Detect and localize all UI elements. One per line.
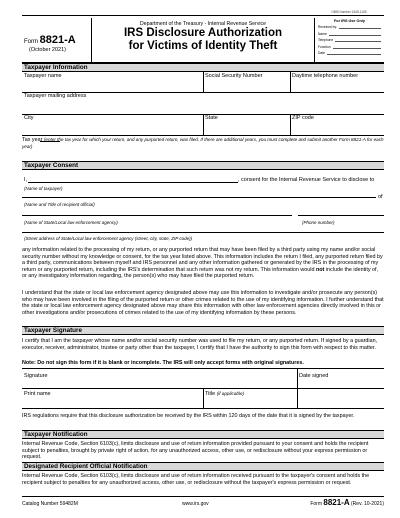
catalog-number: Catalog Number 59482M: [22, 501, 78, 507]
form-title-box: [92, 18, 314, 62]
ssn-field[interactable]: Social Security Number: [205, 73, 263, 79]
form-number: 8821-A: [39, 34, 76, 46]
irs-use-row: Received by:: [318, 23, 381, 29]
form-footer: [22, 496, 384, 508]
form-title-line2: for Victims of Identity Theft: [128, 40, 278, 52]
of-label: of: [378, 194, 383, 200]
signature-note: Note: Do not sign this form if it is blank or incomplete. The IRS will only accept forms with original signatures.: [22, 360, 304, 366]
consent-text: , consent for the Internal Revenue Service to disclose to: [238, 177, 375, 183]
state-field[interactable]: State: [205, 115, 218, 121]
title-field[interactable]: Title (if applicable): [205, 391, 245, 397]
irs-use-row: Name: [318, 29, 381, 35]
irs-use-box: [314, 18, 384, 62]
date-signed-field[interactable]: Date signed: [299, 373, 329, 379]
irs-use-row: Telephone: [318, 36, 381, 42]
section-taxpayer-signature: Taxpayer Signature: [22, 326, 384, 335]
phone-number-label: (Phone number): [302, 220, 335, 225]
tax-year-note: (enter the tax year for which your return, and any purported return, was filed. If there are additional years, you must complete and submit another Form 8821-A for each year): [22, 137, 384, 149]
irs-website-link[interactable]: www.irs.gov: [182, 501, 209, 507]
form-prefix: Form: [24, 39, 38, 45]
omb-number: OMB Number 1545-1165: [331, 10, 367, 14]
consent-paragraph-2: I understand that the state or local law enforcement agency designated above may use this information to investigate and/or prosecute any person(s) who may have been involved in the filing of the purported return or other crimes related to the use of my identifying information. I further understand that the state or local law enforcement agency designated above may share this information with other law enforcement agencies directly involved in this or other investigations and/or prosecutions of crimes related to the use of my identifying information by these persons.: [22, 290, 384, 316]
form-page: [22, 10, 384, 510]
consent-i-label: I,: [24, 177, 28, 183]
official-name-input[interactable]: [22, 191, 376, 198]
taxpayer-name-field[interactable]: Taxpayer name: [24, 73, 62, 79]
name-of-taxpayer-label: (Name of taxpayer): [24, 186, 63, 191]
certify-text: I certify that I am the taxpayer whose name and/or social security number was used to file my return, or any purported return. If signed by a guardian, executor, receiver, administrator, trustee or party other than the taxpayer, I certify that I have the authority to sign this form with respect to this matter.: [22, 338, 378, 351]
tax-year-input[interactable]: [40, 136, 60, 142]
tax-year-label: Tax year: [22, 137, 43, 143]
irs-use-row: Function: [318, 42, 381, 48]
tax-year-row: [22, 137, 384, 150]
form-header: [22, 15, 384, 63]
form-date: (October 2021): [29, 47, 66, 53]
irs-use-row: Date: [318, 49, 381, 55]
taxpayer-name-consent-input[interactable]: [28, 176, 238, 183]
agency-address-label: (Street address of State/Local law enforcement agency (street, city, state, ZIP code)): [24, 236, 193, 241]
section-designated-recipient: Designated Recipient Official Notification: [22, 462, 384, 471]
agency-phone-input[interactable]: [298, 209, 384, 216]
section-taxpayer-consent: Taxpayer Consent: [22, 161, 384, 170]
designated-recipient-text: Internal Revenue Code, Section 6103(c), limits disclosure and use of return information received pursuant to the taxpayer's consent and holds the recipient subject to penalties for any unauthorized access, other use, or redisclosure without the taxpayer's express permission or request.: [22, 473, 370, 486]
agency-address-input[interactable]: [22, 226, 384, 233]
phone-field[interactable]: Daytime telephone number: [292, 73, 359, 79]
form-id-box: [22, 18, 92, 62]
section-taxpayer-information: Taxpayer Information: [22, 63, 384, 72]
consent-paragraph-1: any information related to the processing of my return, or any purported return that may have been filed by a third party using my name and/or social security number without my knowledge or consent, for the tax year listed above. This information includes the return I filed, any purported return filed by a third party, communications between myself and IRS personnel and any other information gathered or generated by the IRS in the processing of my return or any purported return, including the IRS's determination that such return was not my return. This information would not include the identity of, or any investigatory information regarding, the person(s) who may have filed the purported return.: [22, 247, 383, 280]
signature-field[interactable]: Signature: [24, 373, 48, 379]
mailing-address-field[interactable]: Taxpayer mailing address: [24, 93, 87, 99]
section-taxpayer-notification: Taxpayer Notification: [22, 430, 384, 439]
agency-name-label: (Name of State/Local law enforcement agency): [24, 220, 118, 225]
footer-form-id: Form 8821-A (Rev. 10-2021): [310, 498, 384, 507]
agency-name-input[interactable]: [22, 209, 292, 216]
zip-field[interactable]: ZIP code: [292, 115, 314, 121]
taxpayer-notification-text: Internal Revenue Code, Section 6103(c), limits disclosure and use of return information provided pursuant to your consent and holds the recipient subject to penalties, brought by private right of action, for any unauthorized access, other use, or redisclosure without your express permission or request.: [22, 441, 369, 461]
official-name-label: (Name and Title of recipient official): [24, 202, 95, 207]
department: Department of the Treasury - Internal Revenue Service: [139, 21, 266, 27]
irs-use-title: For IRS Use Only: [333, 19, 365, 23]
print-name-field[interactable]: Print name: [24, 391, 51, 397]
form-title-line1: IRS Disclosure Authorization: [123, 27, 283, 39]
city-field[interactable]: City: [24, 115, 34, 121]
receipt-requirement: IRS regulations require that this disclosure authorization be received by the IRS within 120 days of the date that it is signed by the taxpayer.: [22, 413, 355, 419]
